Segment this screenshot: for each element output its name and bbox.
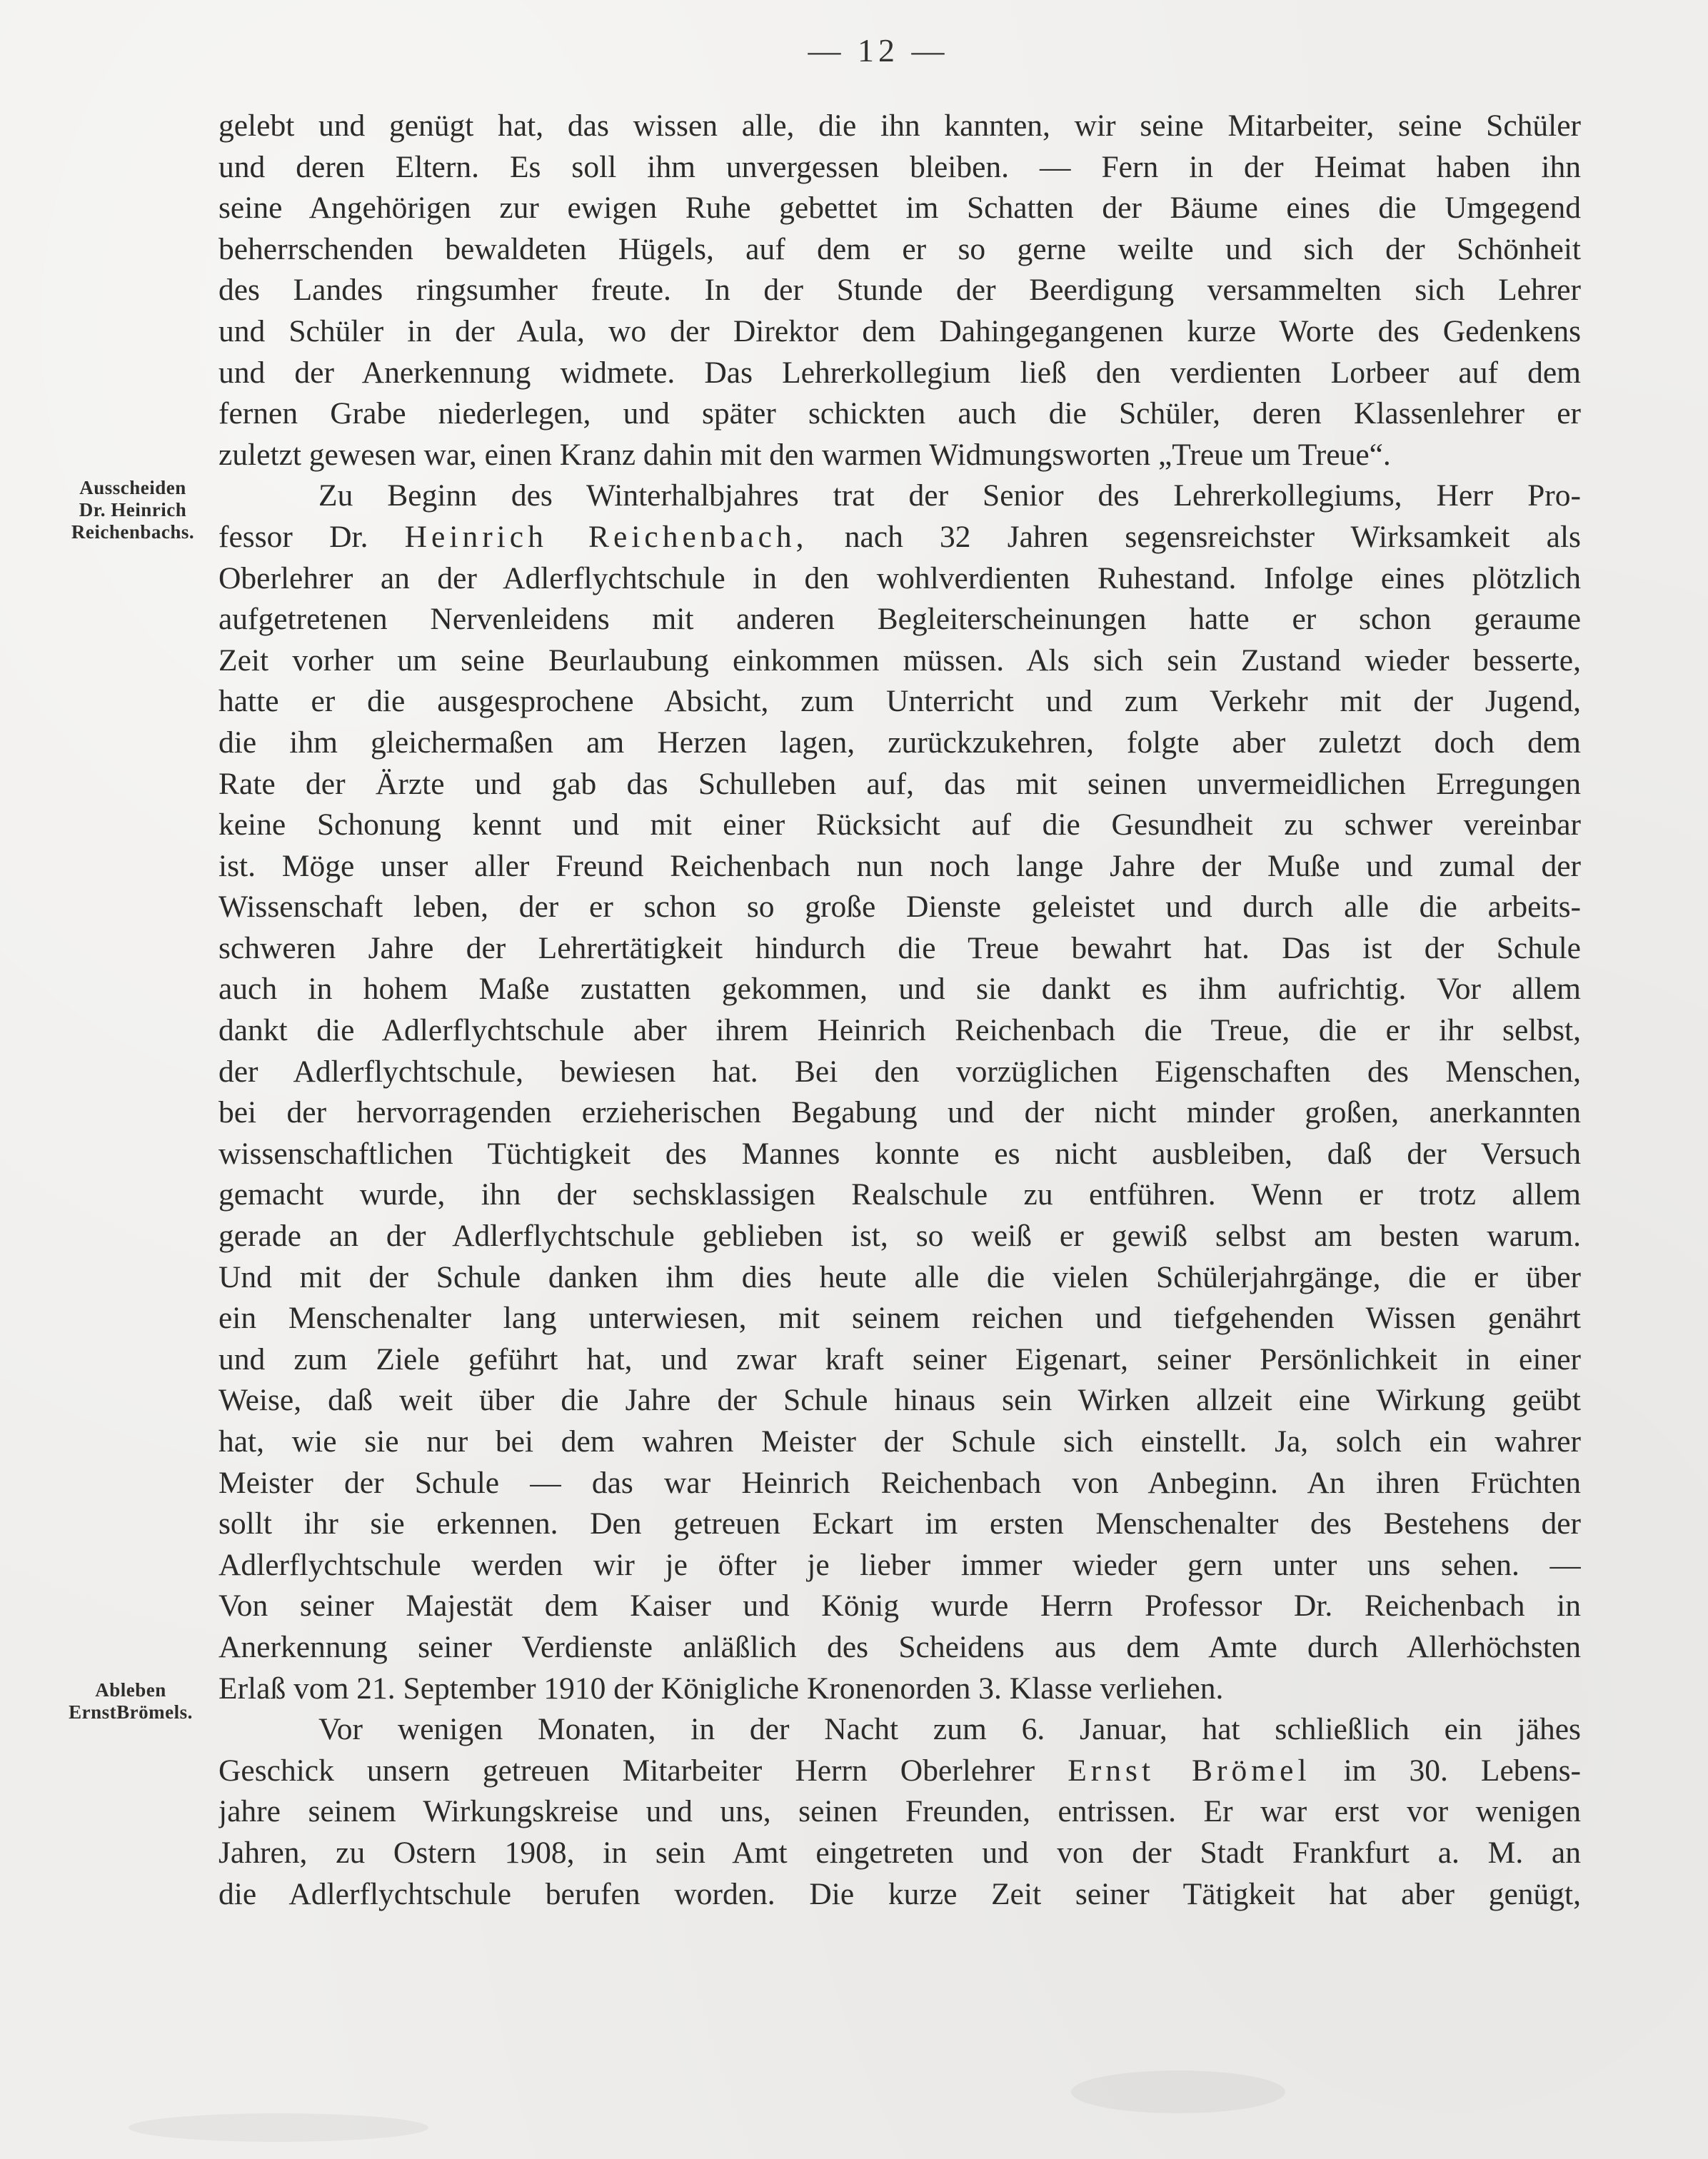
text-line: aufgetretenen Nervenleidens mit anderen Begleiterscheinungen hatte er schon geraume (218, 602, 1581, 637)
paper-stain (1071, 2070, 1285, 2113)
margin-note-line: Reichenbachs. (71, 521, 195, 543)
margin-note-line: ErnstBrömels. (69, 1701, 193, 1723)
text-line: hat, wie sie nur bei dem wahren Meister der Schule sich einstellt. Ja, solch ein wahrer (218, 1424, 1581, 1459)
margin-note-line: Ausscheiden (79, 477, 186, 498)
text-line: gemacht wurde, ihn der sechsklassigen Realschule zu entführen. Wenn er trotz allem (218, 1177, 1581, 1212)
person-name-reichenbach: Heinrich Reichenbach, (404, 519, 808, 554)
text-line: hatte er die ausgesprochene Absicht, zum Unterricht und zum Verkehr mit der Jugend, (218, 684, 1581, 719)
margin-note-line: Ableben (95, 1679, 166, 1701)
text-line: jahre seinem Wirkungskreise und uns, seinen Freunden, entrissen. Er war erst vor wenigen (218, 1794, 1581, 1829)
margin-note-line: Dr. Heinrich (79, 499, 187, 520)
page-number: — 12 — (808, 32, 949, 69)
text-line: beherrschenden bewaldeten Hügels, auf dem er so gerne weilte und sich der Schönheit (218, 231, 1581, 266)
text-line: seine Angehörigen zur ewigen Ruhe gebettet im Schatten der Bäume eines die Umgegend (218, 191, 1581, 226)
paper-stain (129, 2113, 428, 2142)
text-line: keine Schonung kennt und mit einer Rücksicht auf die Gesundheit zu schwer vereinbar (218, 807, 1581, 842)
person-name-broemel: Ernst Brömel (1068, 1753, 1311, 1788)
text-line: der Adlerflychtschule, bewiesen hat. Bei den vorzüglichen Eigenschaften des Menschen, (218, 1054, 1581, 1089)
text-line: Meister der Schule — das war Heinrich Reichenbach von Anbeginn. An ihren Früchten (218, 1465, 1581, 1500)
text-line: und zum Ziele geführt hat, und zwar kraft seiner Eigenart, seiner Persönlichkeit in einer (218, 1342, 1581, 1377)
text-segment: Geschick unsern getreuen Mitarbeiter Herrn Oberlehrer (218, 1753, 1035, 1788)
text-line: des Landes ringsumher freute. In der Stunde der Beerdigung versammelten sich Lehrer (218, 273, 1581, 308)
text-line: fernen Grabe niederlegen, und später schickten auch die Schüler, deren Klassenlehrer er (218, 396, 1581, 431)
margin-note-broemel (34, 1679, 227, 1723)
text-line: ein Menschenalter lang unterwiesen, mit seinem reichen und tiefgehenden Wissen genährt (218, 1301, 1581, 1336)
text-line: und Schüler in der Aula, wo der Direktor dem Dahingegangenen kurze Worte des Gedenkens (218, 313, 1581, 348)
text-line: Zeit vorher um seine Beurlaubung einkommen müssen. Als sich sein Zustand wieder besserte, (218, 643, 1581, 678)
text-line: Adlerflychtschule werden wir je öfter je lieber immer wieder gern unter uns sehen. — (218, 1547, 1581, 1582)
text-line: bei der hervorragenden erzieherischen Begabung und der nicht minder großen, anerkannten (218, 1095, 1581, 1130)
text-line: gelebt und genügt hat, das wissen alle, die ihn kannten, wir seine Mitarbeiter, seine Schüler (218, 109, 1581, 143)
text-line: dankt die Adlerflychtschule aber ihrem Heinrich Reichenbach die Treue, die er ihr selbst, (218, 1013, 1581, 1048)
text-segment: im 30. Lebens- (1343, 1753, 1581, 1788)
text-line: sollt ihr sie erkennen. Den getreuen Eckart im ersten Menschenalter des Bestehens der (218, 1506, 1581, 1541)
text-line: und deren Eltern. Es soll ihm unvergessen bleiben. — Fern in der Heimat haben ihn (218, 149, 1581, 184)
text-line: ist. Möge unser aller Freund Reichenbach nun noch lange Jahre der Muße und zumal der (218, 848, 1581, 883)
text-line: Weise, daß weit über die Jahre der Schule hinaus sein Wirken allzeit eine Wirkung geübt (218, 1383, 1581, 1418)
text-segment: nach 32 Jahren segensreichster Wirksamkeit als (844, 519, 1581, 554)
text-line: Wissenschaft leben, der er schon so große Dienste geleistet und durch alle die arbeits- (218, 890, 1581, 925)
text-line: die Adlerflychtschule berufen worden. Die kurze Zeit seiner Tätigkeit hat aber genügt, (218, 1876, 1581, 1911)
text-line: die ihm gleichermaßen am Herzen lagen, zurückzukehren, folgte aber zuletzt doch dem (218, 725, 1581, 760)
text-segment: fessor Dr. (218, 519, 368, 554)
text-line: auch in hohem Maße zustatten gekommen, und sie dankt es ihm aufrichtig. Vor allem (218, 972, 1581, 1007)
text-line: Jahren, zu Ostern 1908, in sein Amt eingetreten und von der Stadt Frankfurt a. M. an (218, 1835, 1581, 1870)
body-text (218, 106, 1581, 1915)
text-line (218, 1751, 1581, 1792)
text-line: schweren Jahre der Lehrertätigkeit hindurch die Treue bewahrt hat. Das ist der Schule (218, 930, 1581, 965)
text-line: Und mit der Schule danken ihm dies heute alle die vielen Schülerjahrgänge, die er über (218, 1259, 1581, 1294)
text-line: wissenschaftlichen Tüchtigkeit des Mannes konnte es nicht ausbleiben, daß der Versuch (218, 1136, 1581, 1171)
text-line: zuletzt gewesen war, einen Kranz dahin mit den warmen Widmungsworten „Treue um Treue“. (218, 437, 1391, 472)
text-line: Rate der Ärzte und gab das Schulleben auf, das mit seinen unvermeidlichen Erregungen (218, 766, 1581, 801)
text-line (218, 517, 1581, 558)
text-line: Erlaß vom 21. September 1910 der Königliche Kronenorden 3. Klasse verliehen. (218, 1671, 1224, 1706)
text-line: und der Anerkennung widmete. Das Lehrerkollegium ließ den verdienten Lorbeer auf dem (218, 355, 1581, 390)
margin-note-reichenbach (40, 477, 226, 543)
text-line: Anerkennung seiner Verdienste anläßlich des Scheidens aus dem Amte durch Allerhöchsten (218, 1629, 1581, 1664)
text-line: gerade an der Adlerflychtschule geblieben ist, so weiß er gewiß selbst am besten warum. (218, 1219, 1581, 1254)
text-line: Oberlehrer an der Adlerflychtschule in den wohlverdienten Ruhestand. Infolge eines plötzlich (218, 560, 1581, 595)
text-line: Von seiner Majestät dem Kaiser und König wurde Herrn Professor Dr. Reichenbach in (218, 1589, 1581, 1624)
text-line: Zu Beginn des Winterhalbjahres trat der Senior des Lehrerkollegiums, Herr Pro- (318, 478, 1581, 513)
text-line: Vor wenigen Monaten, in der Nacht zum 6. Januar, hat schließlich ein jähes (318, 1712, 1581, 1747)
